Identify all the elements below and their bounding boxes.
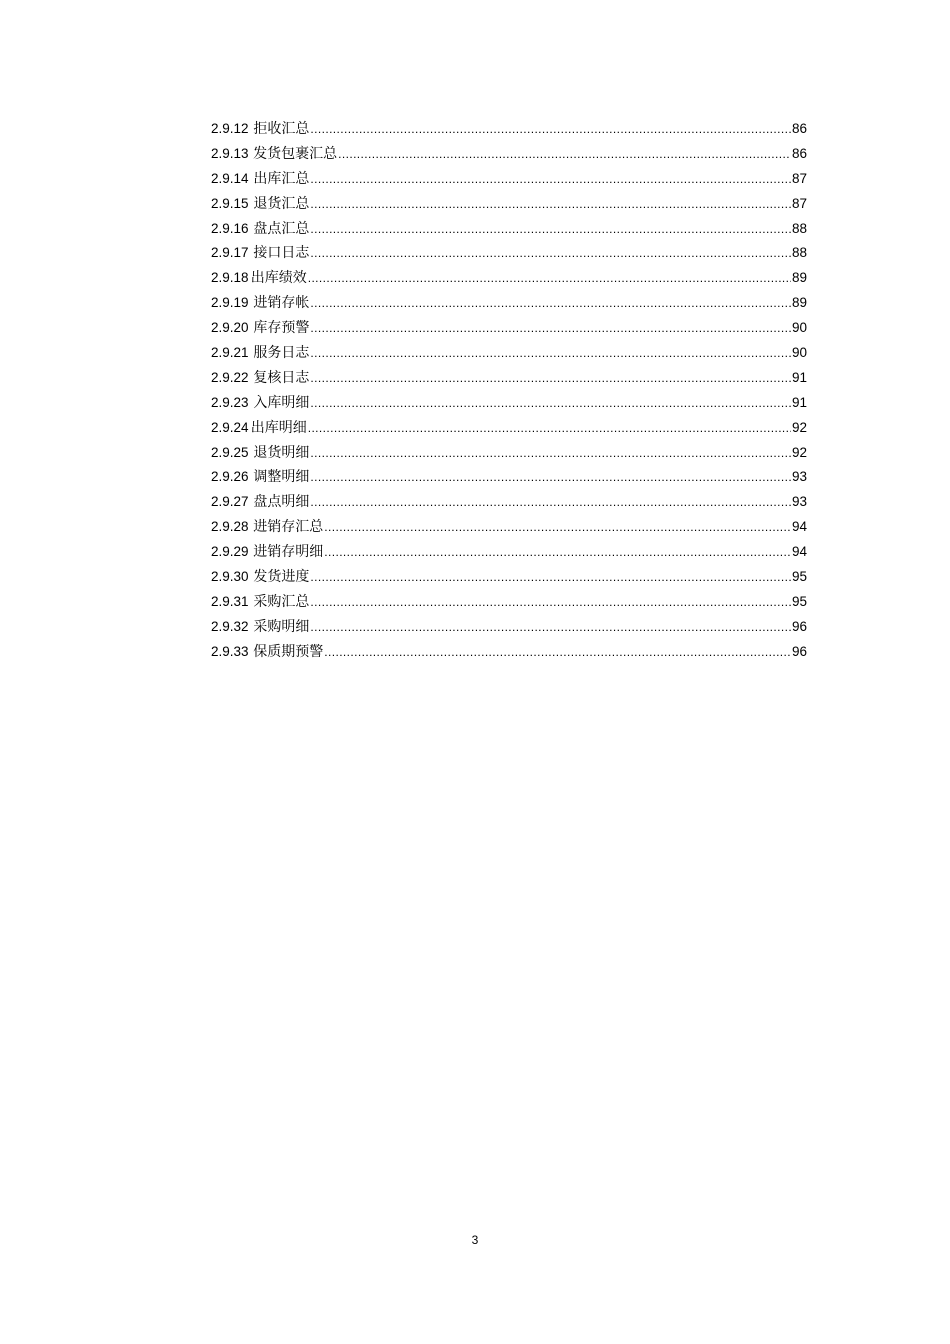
toc-entry-page: 93: [791, 469, 807, 485]
toc-entry-number: 2.9.30: [211, 569, 249, 585]
toc-entry-page: 95: [791, 593, 807, 609]
toc-entry-title: 进销存汇总: [253, 519, 324, 536]
toc-entry[interactable]: [211, 465, 807, 490]
toc-entry-title: 出库绩效: [250, 270, 307, 287]
toc-entry[interactable]: [211, 515, 807, 540]
toc-entry-number: 2.9.12: [211, 121, 249, 136]
toc-leader-dots: [338, 142, 791, 167]
toc-entry-title: 保质期预警: [253, 643, 324, 660]
toc-entry-title: 发货包裹汇总: [253, 145, 338, 162]
toc-leader-dots: [324, 640, 791, 665]
toc-entry-title: 退货明细: [253, 444, 310, 461]
toc-entry-title: 入库明细: [253, 394, 310, 411]
toc-entry[interactable]: [211, 391, 807, 416]
toc-entry-page: 93: [791, 494, 807, 510]
toc-entry-title: 进销存帐: [253, 295, 310, 312]
toc-entry[interactable]: [211, 117, 807, 142]
toc-entry-title: 发货进度: [253, 569, 310, 586]
toc-leader-dots: [310, 341, 791, 366]
toc-entry-number: 2.9.27: [211, 494, 249, 510]
toc-entry[interactable]: [211, 241, 807, 266]
toc-entry-title: 服务日志: [253, 345, 310, 362]
toc-entry-number: 2.9.21: [211, 345, 249, 361]
toc-leader-dots: [310, 465, 791, 490]
toc-entry-page: 86: [791, 121, 807, 136]
toc-entry-page: 88: [791, 245, 807, 261]
toc-leader-dots: [324, 515, 791, 540]
toc-leader-dots: [310, 615, 791, 640]
toc-entry[interactable]: [211, 192, 807, 217]
toc-entry[interactable]: [211, 615, 807, 640]
toc-entry-page: 92: [791, 444, 807, 460]
toc-entry-number: 2.9.23: [211, 394, 249, 410]
table-of-contents: [211, 117, 807, 665]
toc-entry-page: 91: [791, 394, 807, 410]
toc-entry-number: 2.9.32: [211, 618, 249, 634]
toc-entry-page: 96: [791, 618, 807, 634]
toc-entry[interactable]: [211, 540, 807, 565]
toc-leader-dots: [310, 241, 791, 266]
toc-entry-title: 出库汇总: [253, 170, 310, 187]
toc-entry[interactable]: [211, 590, 807, 615]
toc-entry[interactable]: [211, 441, 807, 466]
toc-entry-number: 2.9.19: [211, 295, 249, 311]
toc-entry-title: 采购汇总: [253, 593, 310, 610]
toc-entry-number: 2.9.29: [211, 544, 249, 560]
toc-entry-title: 调整明细: [253, 469, 310, 486]
toc-entry[interactable]: [211, 640, 807, 665]
toc-entry-title: 复核日志: [253, 369, 310, 386]
toc-leader-dots: [310, 167, 791, 192]
toc-entry-title: 接口日志: [253, 245, 310, 262]
toc-entry-title: 拒收汇总: [253, 121, 310, 137]
toc-entry-number: 2.9.22: [211, 369, 249, 385]
toc-leader-dots: [310, 366, 791, 391]
toc-entry-number: 2.9.20: [211, 320, 249, 336]
toc-entry[interactable]: [211, 341, 807, 366]
toc-entry-number: 2.9.24: [211, 419, 249, 435]
toc-entry-number: 2.9.31: [211, 593, 249, 609]
toc-leader-dots: [308, 266, 791, 291]
toc-entry[interactable]: [211, 142, 807, 167]
toc-entry-page: 90: [791, 320, 807, 336]
toc-entry[interactable]: [211, 490, 807, 515]
toc-entry-number: 2.9.26: [211, 469, 249, 485]
toc-entry-number: 2.9.14: [211, 170, 249, 186]
toc-entry-number: 2.9.15: [211, 195, 249, 211]
toc-entry-page: 89: [791, 270, 807, 286]
toc-leader-dots: [310, 590, 791, 615]
toc-entry-title: 盘点汇总: [253, 220, 310, 237]
toc-leader-dots: [308, 416, 791, 441]
toc-entry[interactable]: [211, 291, 807, 316]
toc-entry[interactable]: [211, 266, 807, 291]
toc-entry-number: 2.9.18: [211, 270, 249, 286]
toc-entry-title: 退货汇总: [253, 195, 310, 212]
toc-entry-page: 90: [791, 345, 807, 361]
toc-entry-title: 出库明细: [250, 419, 307, 436]
toc-entry-page: 96: [791, 643, 807, 659]
toc-entry-page: 87: [791, 195, 807, 211]
toc-entry-number: 2.9.16: [211, 220, 249, 236]
toc-entry-number: 2.9.17: [211, 245, 249, 261]
toc-leader-dots: [310, 565, 791, 590]
toc-leader-dots: [310, 391, 791, 416]
toc-entry-page: 95: [791, 569, 807, 585]
toc-entry-page: 94: [791, 519, 807, 535]
toc-entry-number: 2.9.33: [211, 643, 249, 659]
toc-entry[interactable]: [211, 316, 807, 341]
toc-entry[interactable]: [211, 167, 807, 192]
toc-entry-title: 库存预警: [253, 320, 310, 337]
toc-entry-title: 盘点明细: [253, 494, 310, 511]
toc-leader-dots: [310, 117, 791, 142]
toc-entry-page: 91: [791, 369, 807, 385]
toc-entry-page: 86: [791, 145, 807, 161]
toc-entry-page: 92: [791, 419, 807, 435]
toc-entry-number: 2.9.28: [211, 519, 249, 535]
toc-entry-title: 采购明细: [253, 618, 310, 635]
toc-leader-dots: [310, 441, 791, 466]
toc-entry[interactable]: [211, 416, 807, 441]
toc-entry-page: 88: [791, 220, 807, 236]
toc-entry-title: 进销存明细: [253, 544, 324, 561]
toc-leader-dots: [310, 217, 791, 242]
toc-leader-dots: [310, 490, 791, 515]
page-number: 3: [471, 1233, 479, 1247]
toc-entry-page: 89: [791, 295, 807, 311]
toc-entry-number: 2.9.13: [211, 145, 249, 161]
toc-entry-page: 87: [791, 170, 807, 186]
toc-entry-page: 94: [791, 544, 807, 560]
toc-entry[interactable]: [211, 565, 807, 590]
toc-entry-number: 2.9.25: [211, 444, 249, 460]
toc-entry[interactable]: [211, 217, 807, 242]
toc-leader-dots: [310, 192, 791, 217]
toc-leader-dots: [324, 540, 791, 565]
toc-leader-dots: [310, 291, 791, 316]
toc-leader-dots: [310, 316, 791, 341]
toc-entry[interactable]: [211, 366, 807, 391]
